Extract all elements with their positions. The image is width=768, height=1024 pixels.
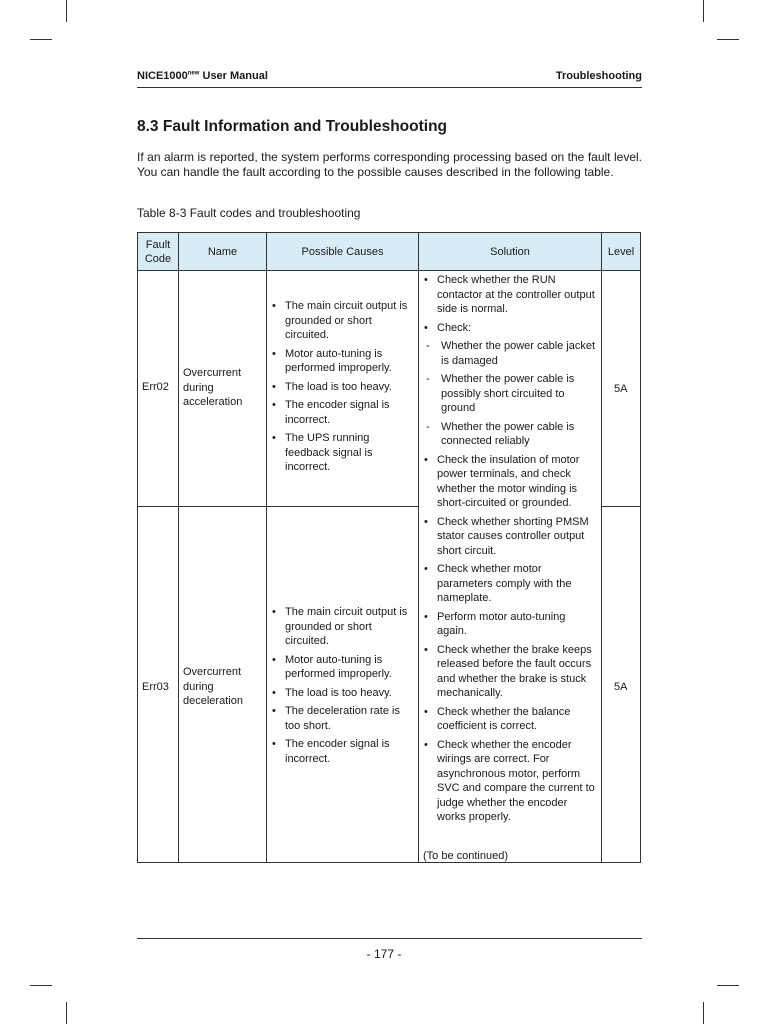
fault-code-cell: Err02 — [142, 381, 169, 393]
list-item: • Check the insulation of motor power terminals, and check whether the motor winding is short-circuited or grounded. — [420, 453, 598, 511]
causes-list — [268, 299, 414, 479]
list-item: • The load is too heavy. — [268, 686, 414, 701]
header-fault-code: Fault Code — [144, 238, 172, 265]
crop-mark — [30, 985, 52, 986]
crop-mark — [30, 39, 52, 40]
page-number: - 177 - — [366, 947, 402, 961]
list-item: • Check whether shorting PMSM stator causes controller output short circuit. — [420, 515, 598, 559]
crop-mark — [66, 1002, 67, 1024]
fault-name-cell: Overcurrent during acceleration — [183, 367, 243, 408]
solution-list — [420, 273, 598, 829]
intro-paragraph: If an alarm is reported, the system performs corresponding processing based on the fault level. You can handle the fault according to the possible causes described in the following table. — [137, 150, 642, 179]
list-item: • Motor auto-tuning is performed improperly. — [268, 347, 414, 376]
section-title: 8.3 Fault Information and Troubleshooting — [137, 118, 447, 135]
crop-mark — [703, 1002, 704, 1024]
list-item: • The encoder signal is incorrect. — [268, 398, 414, 427]
header-name: Name — [207, 245, 238, 258]
crop-mark — [717, 985, 739, 986]
list-item: - Whether the power cable is connected reliably — [420, 420, 598, 449]
row-divider — [138, 506, 418, 507]
column-divider — [178, 233, 179, 862]
causes-list — [268, 605, 414, 770]
manual-title: $NICE1000^{new}$ User Manual — [137, 70, 268, 82]
list-item: • Check whether the balance coefficient is correct. — [420, 705, 598, 734]
table-caption: Table 8-3 Fault codes and troubleshooting — [137, 206, 361, 220]
fault-code-cell: Err03 — [142, 681, 169, 693]
list-item: • The load is too heavy. — [268, 380, 414, 395]
list-item: - Whether the power cable is possibly short circuited to ground — [420, 372, 598, 416]
chapter-title: Troubleshooting — [555, 70, 642, 82]
row-divider — [601, 506, 640, 507]
fault-table — [137, 232, 641, 863]
list-item: • Check whether the RUN contactor at the controller output side is normal. — [420, 273, 598, 317]
list-item: • Check whether the brake keeps released before the fault occurs and whether the brake is stuck mechanically. — [420, 643, 598, 701]
list-item: • The main circuit output is grounded or short circuited. — [268, 299, 414, 343]
continued-note: (To be continued) — [423, 850, 508, 862]
list-item: • The UPS running feedback signal is incorrect. — [268, 431, 414, 475]
crop-mark — [717, 39, 739, 40]
list-item: • The deceleration rate is too short. — [268, 704, 414, 733]
footer-rule — [137, 938, 642, 939]
list-item: • Check whether the encoder wirings are correct. For asynchronous motor, perform SVC and compare the current to judge whether the encoder works properly. — [420, 738, 598, 825]
list-item: • Motor auto-tuning is performed improperly. — [268, 653, 414, 682]
level-cell: 5A — [614, 383, 628, 395]
column-divider — [266, 233, 267, 862]
crop-mark — [703, 0, 704, 22]
header-possible-causes: Possible Causes — [301, 245, 384, 258]
running-header — [137, 70, 642, 86]
header-level: Level — [607, 245, 635, 258]
list-item: - Whether the power cable jacket is damaged — [420, 339, 598, 368]
header-solution: Solution — [490, 245, 530, 258]
level-cell: 5A — [614, 681, 628, 693]
header-rule — [137, 87, 642, 88]
list-item: • The encoder signal is incorrect. — [268, 737, 414, 766]
column-divider — [418, 233, 419, 862]
list-item: • Check whether motor parameters comply with the nameplate. — [420, 562, 598, 606]
column-divider — [601, 233, 602, 862]
crop-mark — [66, 0, 67, 22]
list-item: • Perform motor auto-tuning again. — [420, 610, 598, 639]
fault-name-cell: Overcurrent during deceleration — [183, 666, 243, 707]
list-item: • The main circuit output is grounded or short circuited. — [268, 605, 414, 649]
list-item: • Check: — [420, 321, 598, 336]
